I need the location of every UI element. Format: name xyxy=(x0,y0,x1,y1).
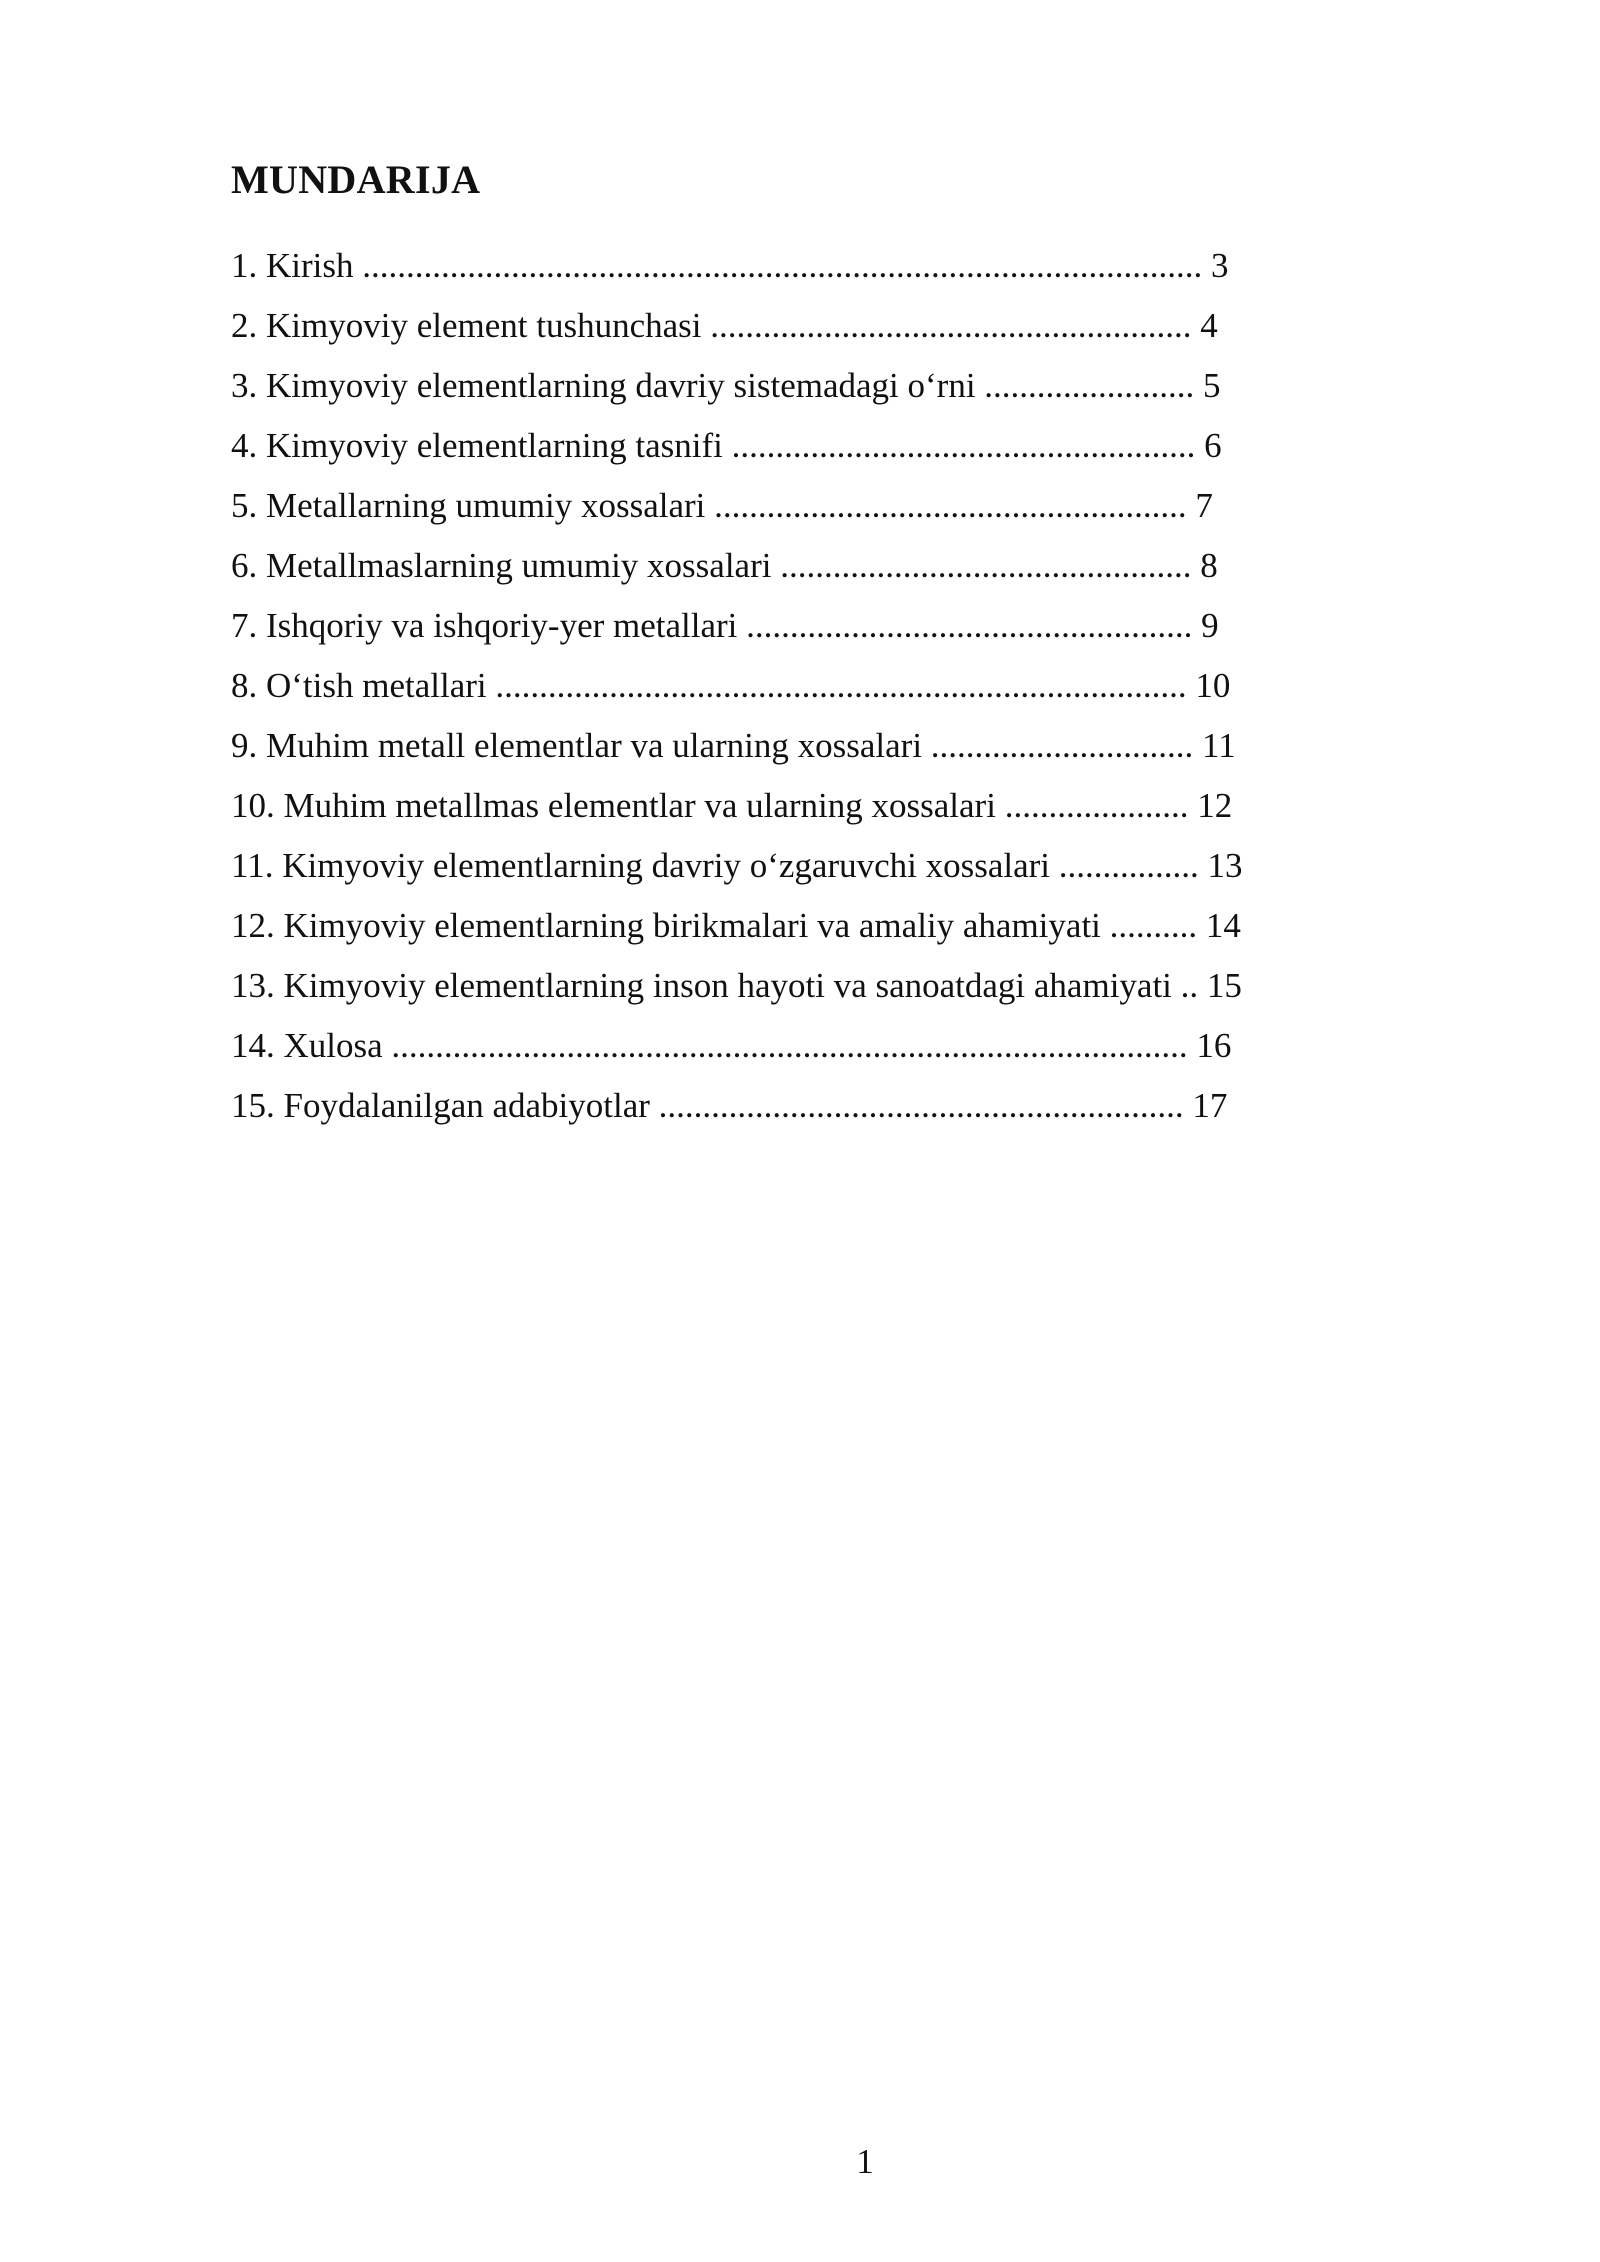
toc-list xyxy=(231,236,1341,1136)
toc-entry-davriy-ozgaruvchi-xossalar: 11. Kimyoviy elementlarning davriy o‘zgaruvchi xossalari ................ 13 xyxy=(231,846,1243,885)
toc-entry-tasnifi: 4. Kimyoviy elementlarning tasnifi ..................................................... 6 xyxy=(231,426,1222,465)
toc-entry-inson-hayoti: 13. Kimyoviy elementlarning inson hayoti va sanoatdagi ahamiyati .. 15 xyxy=(231,966,1242,1005)
toc-entry-kirish: 1. Kirish ................................................................................................ 3 xyxy=(231,246,1229,285)
toc-entry-muhim-metallmas-elementlar: 10. Muhim metallmas elementlar va ularning xossalari ..................... 12 xyxy=(231,786,1233,825)
toc-entry-davriy-sistemadagi-orni: 3. Kimyoviy elementlarning davriy sistemadagi o‘rni ........................ 5 xyxy=(231,366,1221,405)
toc-entry-xulosa: 14. Xulosa ........................................................................................... 16 xyxy=(231,1026,1232,1065)
toc-heading: MUNDARIJA xyxy=(231,157,481,202)
page-number: 1 xyxy=(856,2142,874,2181)
toc-entry-metallmaslar-xossalari: 6. Metallmaslarning umumiy xossalari ............................................... 8 xyxy=(231,546,1218,585)
toc-entry-adabiyotlar: 15. Foydalanilgan adabiyotlar ............................................................ 17 xyxy=(231,1086,1228,1125)
toc-entry-ishqoriy-metallar: 7. Ishqoriy va ishqoriy-yer metallari ................................................... 9 xyxy=(231,606,1219,645)
table-of-contents xyxy=(231,150,1341,1136)
toc-entry-muhim-metall-elementlar: 9. Muhim metall elementlar va ularning xossalari .............................. 11 xyxy=(231,726,1236,765)
toc-entry-kimyoviy-element-tushunchasi: 2. Kimyoviy element tushunchasi ....................................................... 4 xyxy=(231,306,1218,345)
toc-entry-otish-metallari: 8. O‘tish metallari ............................................................................... 10 xyxy=(231,666,1231,705)
toc-entry-metallar-xossalari: 5. Metallarning umumiy xossalari ...................................................... 7 xyxy=(231,486,1213,525)
toc-entry-birikmalari: 12. Kimyoviy elementlarning birikmalari va amaliy ahamiyati .......... 14 xyxy=(231,906,1241,945)
